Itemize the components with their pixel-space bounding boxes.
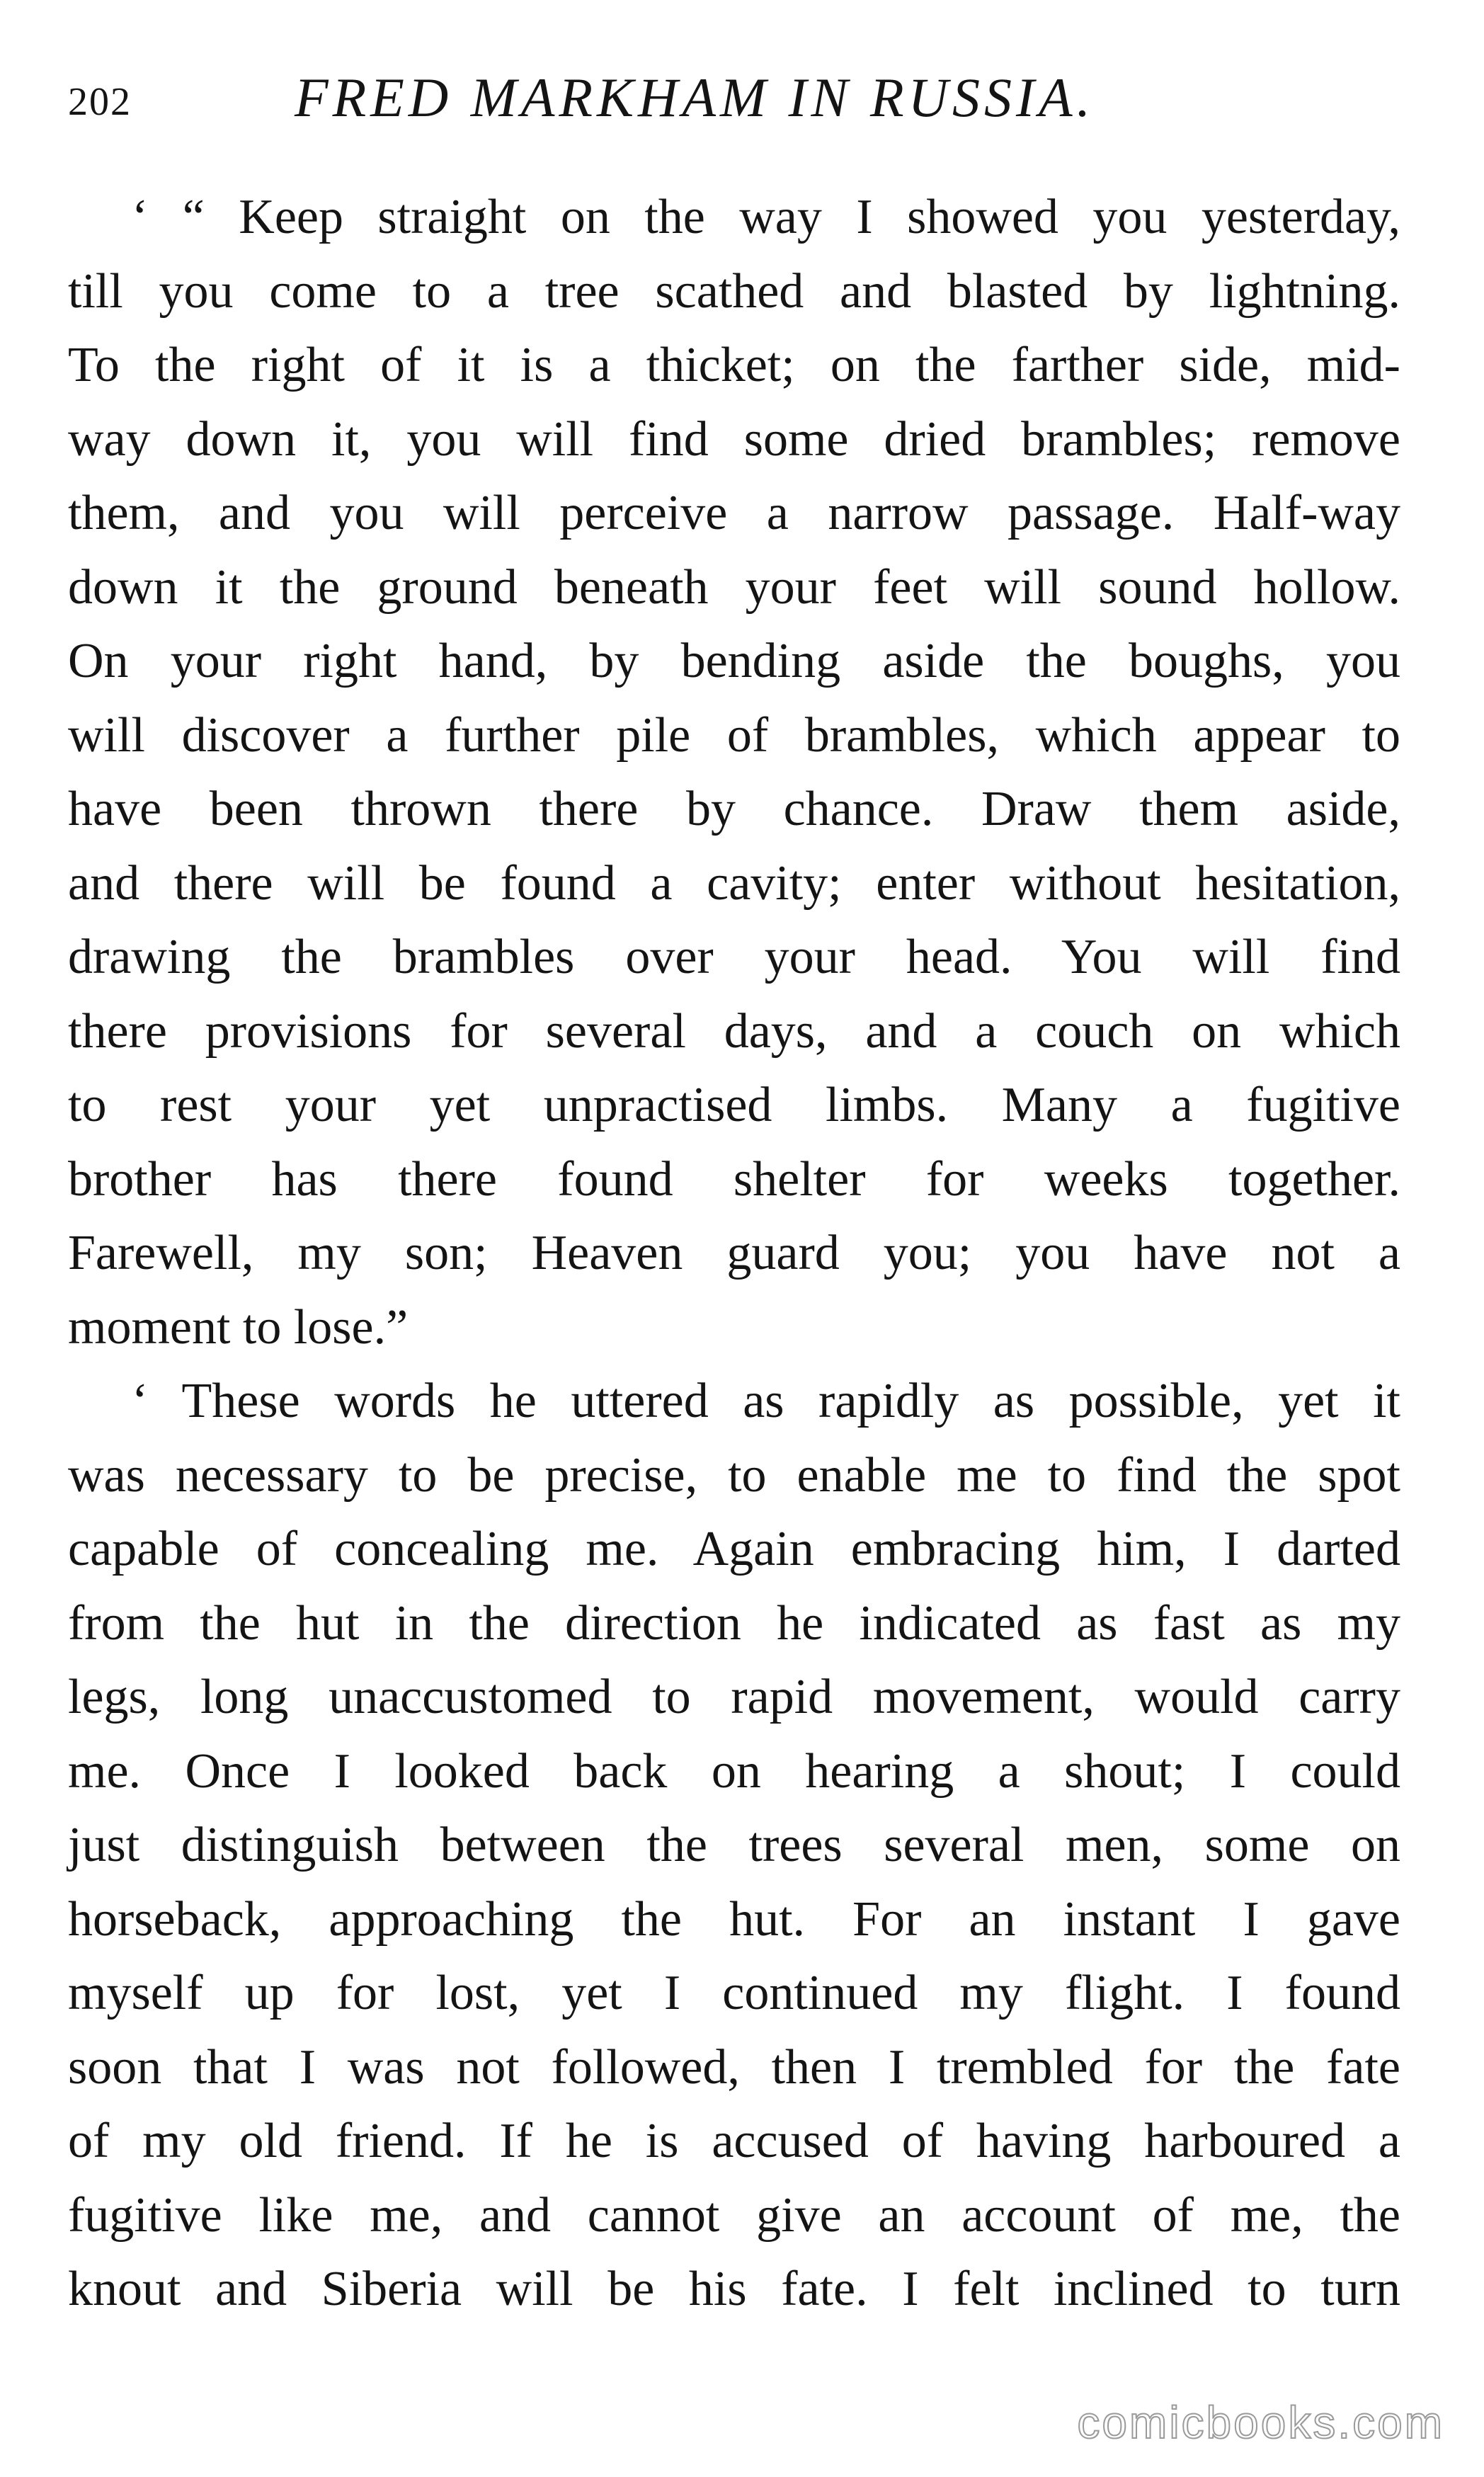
page-number: 202 bbox=[68, 80, 132, 124]
text-line: soon that I was not followed, then I trembled for the fate bbox=[68, 2039, 1400, 2095]
text-line: knout and Siberia will be his fate. I felt inclined to turn bbox=[68, 2262, 1400, 2316]
text-line: Farewell, my son; Heaven guard you; you have not a bbox=[68, 1226, 1400, 1280]
text-line: have been thrown there by chance. Draw them aside, bbox=[68, 782, 1400, 836]
text-line: capable of concealing me. Again embracing him, I darted bbox=[68, 1522, 1400, 1576]
body-text bbox=[68, 181, 1400, 2327]
text-line: brother has there found shelter for weeks together. bbox=[68, 1151, 1400, 1207]
text-line: To the right of it is a thicket; on the farther side, mid- bbox=[68, 338, 1400, 392]
text-line: horseback, approaching the hut. For an instant I gave bbox=[68, 1891, 1400, 1947]
text-line: there provisions for several days, and a couch on which bbox=[68, 1003, 1400, 1059]
text-line: fugitive like me, and cannot give an account of me, the bbox=[68, 2187, 1400, 2243]
text-line: legs, long unaccustomed to rapid movement, would carry bbox=[68, 1670, 1400, 1724]
text-line: till you come to a tree scathed and blasted by lightning. bbox=[68, 263, 1400, 319]
page-header bbox=[68, 62, 1413, 140]
text-line: moment to lose.” bbox=[68, 1299, 409, 1355]
text-line: was necessary to be precise, to enable me to find the spot bbox=[68, 1447, 1400, 1503]
text-line: ‘ “ Keep straight on the way I showed you yesterday, bbox=[132, 190, 1400, 244]
text-line: will discover a further pile of brambles, which appear to bbox=[68, 707, 1400, 763]
text-line: from the hut in the direction he indicated as fast as my bbox=[68, 1595, 1400, 1651]
running-head: FRED MARKHAM IN RUSSIA. bbox=[295, 67, 1095, 128]
text-line: and there will be found a cavity; enter without hesitation, bbox=[68, 855, 1400, 911]
text-line: them, and you will perceive a narrow passage. Half-way bbox=[68, 486, 1400, 540]
text-line: me. Once I looked back on hearing a shout; I could bbox=[68, 1743, 1400, 1799]
text-line: On your right hand, by bending aside the boughs, you bbox=[68, 634, 1400, 688]
text-line: way down it, you will find some dried brambles; remove bbox=[68, 411, 1400, 467]
text-line: drawing the brambles over your head. You will find bbox=[68, 930, 1400, 984]
text-line: of my old friend. If he is accused of having harboured a bbox=[68, 2114, 1400, 2168]
text-line: myself up for lost, yet I continued my flight. I found bbox=[68, 1966, 1400, 2020]
text-line: just distinguish between the trees several men, some on bbox=[68, 1818, 1400, 1872]
text-line: ‘ These words he uttered as rapidly as possible, yet it bbox=[132, 1374, 1400, 1428]
text-line: down it the ground beneath your feet will sound hollow. bbox=[68, 559, 1400, 615]
watermark: comicbooks.com bbox=[1077, 2397, 1444, 2448]
text-line: to rest your yet unpractised limbs. Many a fugitive bbox=[68, 1078, 1400, 1132]
